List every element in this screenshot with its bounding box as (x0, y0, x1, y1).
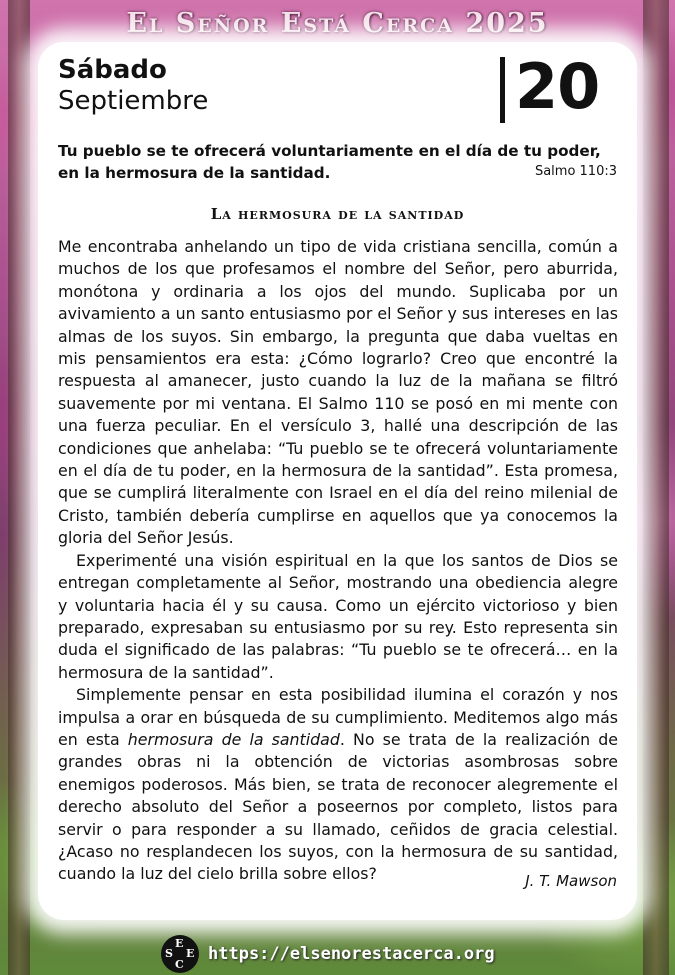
month-name: Septiembre (58, 86, 209, 116)
background-tree-left (8, 0, 30, 975)
author: J. T. Mawson (525, 872, 617, 890)
emphasized-text: hermosura de la santidad (127, 729, 340, 749)
logo-letter: C (175, 958, 184, 971)
publication-title: El Señor Está Cerca 2025 (126, 8, 549, 39)
paragraph: Experimenté una visión espiritual en la que los santos de Dios se entregan completamente al Señor, mostrando una obediencia alegre y voluntaria hacia él y su causa. Como un ejército victorioso y bien preparado, expresaban su entusiasmo por su rey. Esto representa sin duda el significado de las palabras: “Tu pueblo se te ofrecerá… en la hermosura de la santidad”. (58, 550, 618, 682)
day-name: Sábado (58, 55, 167, 85)
paragraph-text: . No se trata de la realización de grandes obras ni la obtención de victorias asombrosas sobre enemigos poderosos. Más bien, se trata de reconocer alegremente el derecho absoluto del Señor a poseernos por completo, listos para servir o para responder a su llamado, ceñidos de gracia celestial. ¿Acaso no resplandecen los suyos, con la hermosura de su santidad, cuando la luz del cielo brilla sobre ellos? (58, 729, 618, 884)
logo-letter: E (186, 947, 195, 960)
logo-letter: E (175, 937, 184, 950)
background-tree-right (643, 0, 669, 975)
esec-logo-icon[interactable] (161, 935, 199, 973)
section-title: La hermosura de la santidad (210, 205, 465, 223)
paragraph-text: Simplemente pensar en esta posibilidad ilumina el corazón y nos impulsa a orar en búsqueda de su cumplimiento. Meditemos algo más en esta (58, 685, 618, 749)
verse-reference: Salmo 110:3 (534, 164, 617, 179)
paragraph (58, 684, 618, 886)
day-number: 20 (515, 50, 600, 123)
devotional-body (58, 236, 618, 886)
key-verse: Tu pueblo se te ofrecerá voluntariamente en el día de tu poder, en la hermosura de la santidad. (58, 142, 601, 182)
logo-letter: S (165, 947, 173, 960)
website-link[interactable]: https://elsenorestacerca.org (208, 944, 495, 964)
paragraph: Me encontraba anhelando un tipo de vida cristiana sencilla, común a muchos de los que profesamos el nombre del Señor, pero aburrida, monótona y ordinaria a los ojos del mundo. Suplicaba por un avivamiento a un santo entusiasmo por el Señor y sus intereses en las almas de los suyos. Sin embargo, la pregunta que daba vueltas en mis pensamientos era esta: ¿Cómo lograrlo? Creo que encontré la respuesta al amanecer, justo cuando la luz de la mañana se filtró suavemente por mi ventana. El Salmo 110 se posó en mi mente con una fuerza peculiar. En el versículo 3, hallé una descripción de las condiciones que anhelaba: “Tu pueblo se te ofrecerá voluntariamente en el día de tu poder, en la hermosura de la santidad”. Esta promesa, que se cumplirá literalmente con Israel en el día del reino milenial de Cristo, también debería cumplirse en aquellos que ya conocemos la gloria del Señor Jesús. (58, 237, 618, 548)
date-divider (500, 57, 505, 123)
